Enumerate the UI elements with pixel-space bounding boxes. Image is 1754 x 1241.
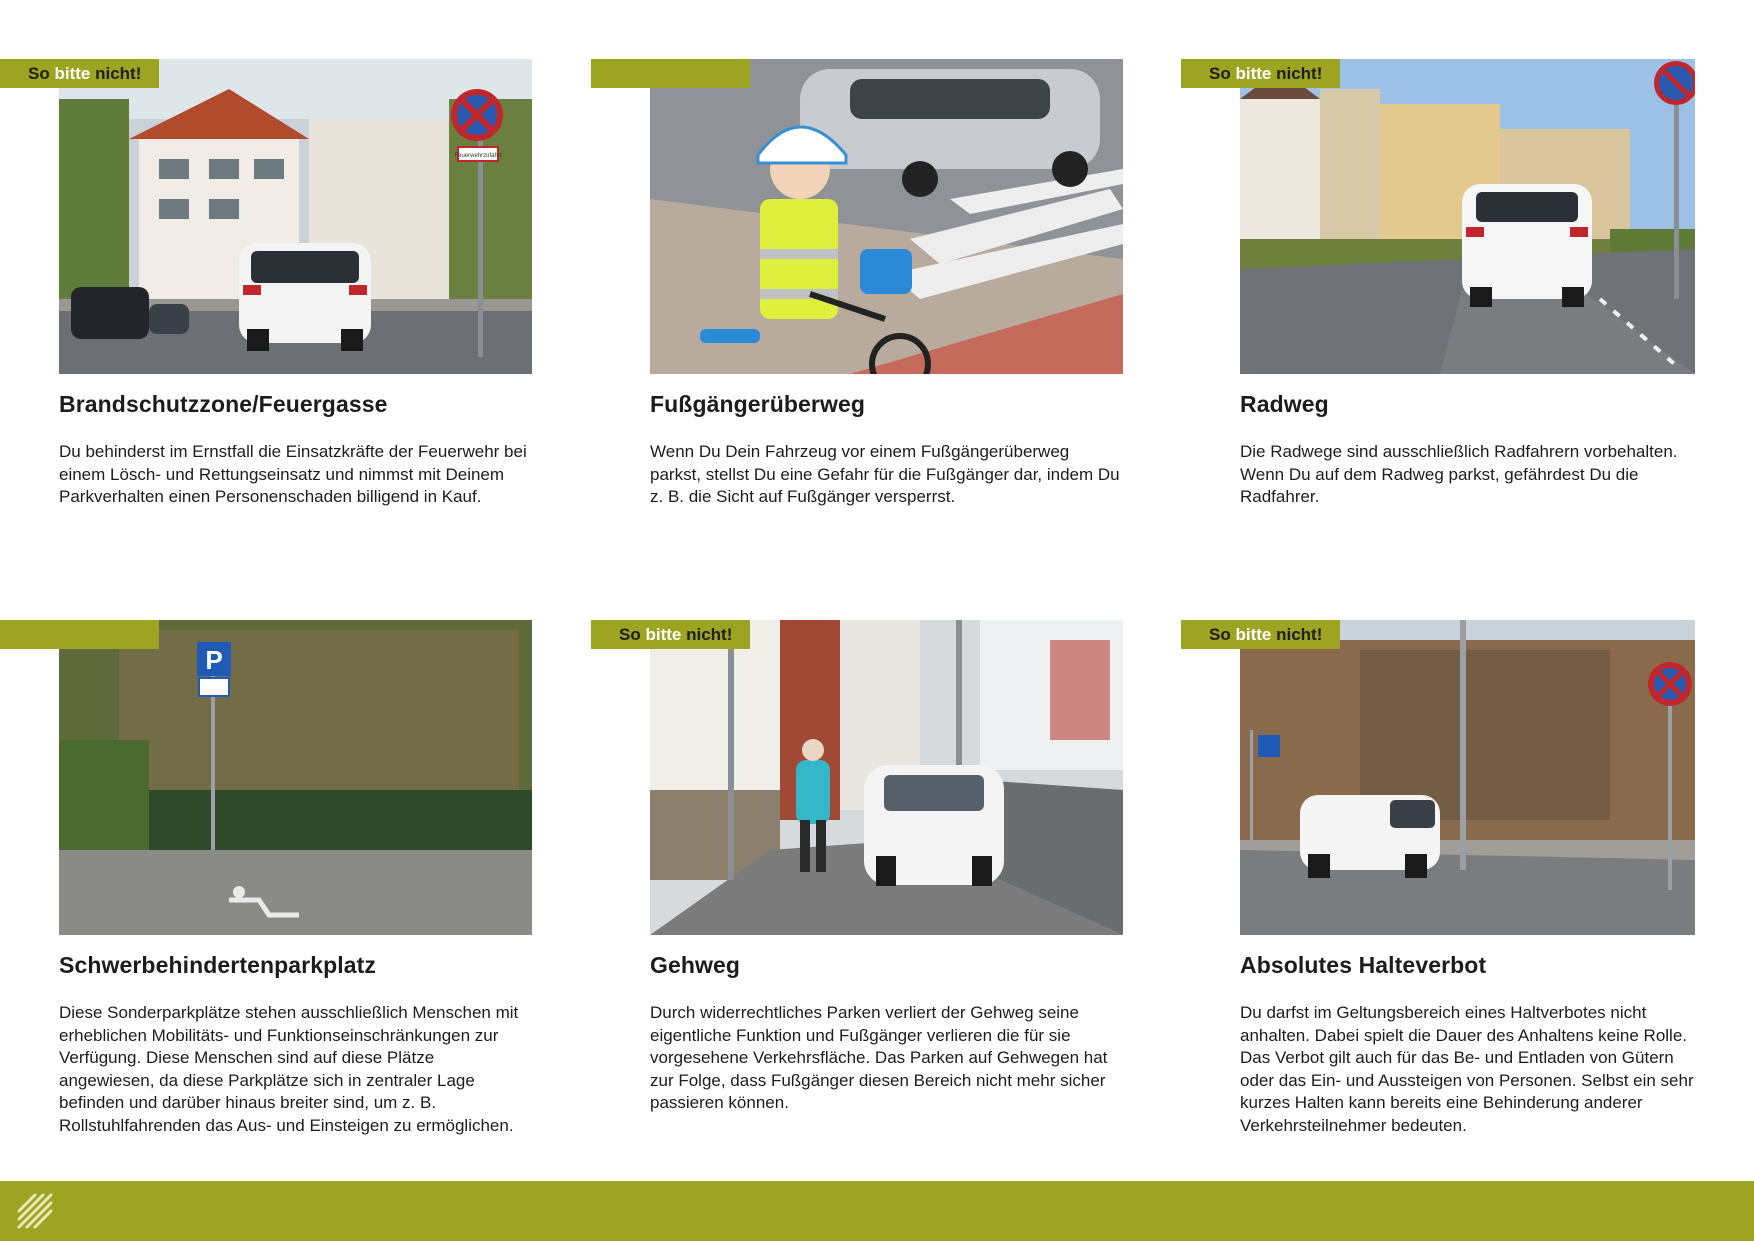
badge-so-bitte-nicht [0, 59, 159, 88]
badge-nicht: nicht! [686, 625, 733, 644]
card-title: Fußgängerüberweg [650, 391, 866, 417]
badge-bitte: bitte [645, 625, 682, 644]
photo-sidewalk [650, 620, 1123, 935]
badge-bitte: bitte [1235, 64, 1272, 83]
card-text: Durch widerrechtliches Parken verliert der Gehweg seine eigentliche Funktion und Fußgänger verlieren die für sie vorgesehene Verkehrsfläche. Das Parken auf Gehwegen hat zur Folge, dass Fußgänger diesen Bereich nicht mehr sicher passieren können. [650, 1003, 1108, 1112]
parking-sign-letter: P [205, 645, 223, 675]
card-title: Gehweg [650, 952, 741, 978]
card-text: Du behinderst im Ernstfall die Einsatzkräfte der Feuerwehr bei einem Lösch- und Rettungseinsatz und nimmst mit Deinem Parkverhalten einen Personenschaden billigend in Kauf. [59, 442, 527, 506]
badge-so: So [1209, 64, 1231, 83]
card-title: Schwerbehindertenparkplatz [59, 952, 377, 978]
photo-bike-lane [1240, 59, 1695, 374]
footer-bar [0, 1181, 1754, 1241]
badge-nicht: nicht! [1276, 625, 1323, 644]
card-title: Brandschutzzone/Feuergasse [59, 391, 388, 417]
badge-so-bitte-nicht [1181, 620, 1340, 649]
badge-bitte: bitte [54, 64, 91, 83]
card-text: Wenn Du Dein Fahrzeug vor einem Fußgängerüberweg parkst, stellst Du eine Gefahr für die Fußgänger dar, indem Du z. B. die Sicht auf Fußgänger versperrst. [650, 442, 1120, 506]
photo-fire-lane [59, 59, 532, 374]
photo-no-stopping [1240, 620, 1695, 935]
photo-disabled-parking [59, 620, 532, 935]
badge-so: So [28, 64, 50, 83]
card-text: Diese Sonderparkplätze stehen ausschließlich Menschen mit erheblichen Mobilitäts- und Funktionseinschränkungen zur Verfügung. Diese Menschen sind auf diese Plätze angewiesen, da diese Parkplätze sich in zentraler Lage befinden und darüber hinaus breiter sind, um z. B. Rollstuhlfahrenden das Aus- und Einsteigen zu ermöglichen. [59, 1003, 519, 1135]
badge-so-bitte-nicht [591, 620, 750, 649]
card-title: Absolutes Halteverbot [1240, 952, 1487, 978]
badge-empty [0, 620, 159, 649]
diagonal-stripes-logo-icon [15, 1191, 55, 1231]
badge-nicht: nicht! [95, 64, 142, 83]
badge-so: So [619, 625, 641, 644]
badge-nicht: nicht! [1276, 64, 1323, 83]
badge-bitte: bitte [1235, 625, 1272, 644]
card-title: Radweg [1240, 391, 1329, 417]
card-text: Du darfst im Geltungsbereich eines Haltverbotes nicht anhalten. Dabei spielt die Dauer des Anhaltens keine Rolle. Das Verbot gilt auch für das Be- und Entladen von Gütern oder das Ein- und Aussteigen von Personen. Selbst ein sehr kurzes Halten kann bereits eine Behinderung anderer Verkehrsteilnehmer bedeuten. [1240, 1003, 1694, 1135]
badge-empty [591, 59, 750, 88]
badge-so-bitte-nicht [1181, 59, 1340, 88]
badge-so: So [1209, 625, 1231, 644]
card-text: Die Radwege sind ausschließlich Radfahrern vorbehalten. Wenn Du auf dem Radweg parkst, gefährdest Du die Radfahrer. [1240, 442, 1678, 506]
photo-crosswalk [650, 59, 1123, 374]
sign-text: Feuerwehrzufahrt [454, 153, 502, 159]
